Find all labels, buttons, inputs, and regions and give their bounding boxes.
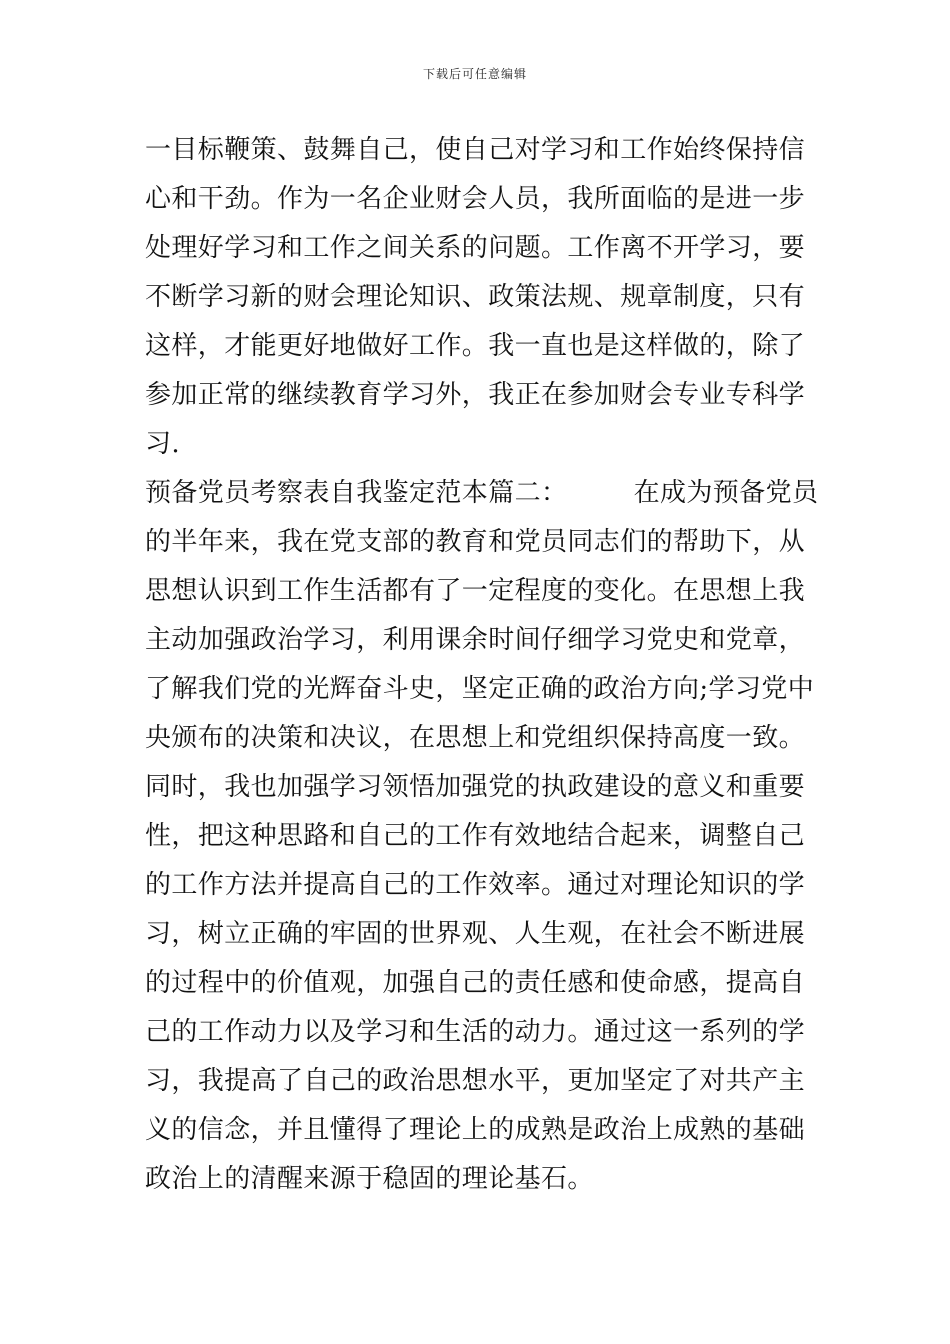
text-line: 习，树立正确的牢固的世界观、人生观，在社会不断进展 [145, 919, 806, 949]
body-text [145, 126, 819, 1204]
text-line: 的工作方法并提高自己的工作效率。通过对理论知识的学 [145, 870, 806, 900]
text-line: 心和干劲。作为一名企业财会人员，我所面临的是进一步 [145, 184, 806, 214]
text-line: 己的工作动力以及学习和生活的动力。通过这一系列的学 [145, 1017, 806, 1047]
text-line: 习. [145, 429, 181, 459]
text-line: 参加正常的继续教育学习外，我正在参加财会专业专科学 [145, 380, 806, 410]
text-line: 这样，才能更好地做好工作。我一直也是这样做的，除了 [145, 331, 806, 361]
text-line: 一目标鞭策、鼓舞自己，使自己对学习和工作始终保持信 [145, 135, 806, 165]
text-line: 政治上的清醒来源于稳固的理论基石。 [145, 1164, 594, 1194]
text-line: 的半年来，我在党支部的教育和党员同志们的帮助下，从 [145, 527, 806, 557]
text-line: 习，我提高了自己的政治思想水平，更加坚定了对共产主 [145, 1066, 806, 1096]
text-line: 主动加强政治学习，利用课余时间仔细学习党史和党章， [145, 625, 806, 655]
text-line: 义的信念，并且懂得了理论上的成熟是政治上成熟的基础 [145, 1115, 806, 1145]
section-heading-line: 预备党员考察表自我鉴定范本篇二： 在成为预备党员 [145, 478, 819, 508]
text-line: 同时，我也加强学习领悟加强党的执政建设的意义和重要 [145, 772, 806, 802]
text-line: 了解我们党的光辉奋斗史，坚定正确的政治方向;学习党中 [145, 674, 815, 704]
text-line: 央颁布的决策和决议，在思想上和党组织保持高度一致。 [145, 723, 806, 753]
text-line: 思想认识到工作生活都有了一定程度的变化。在思想上我 [145, 576, 806, 606]
text-line: 处理好学习和工作之间关系的问题。工作离不开学习，要 [145, 233, 806, 263]
text-line: 性，把这种思路和自己的工作有效地结合起来，调整自己 [145, 821, 806, 851]
page-header: 下载后可任意编辑 [422, 67, 527, 81]
text-line: 的过程中的价值观，加强自己的责任感和使命感，提高自 [145, 968, 806, 998]
text-line: 不断学习新的财会理论知识、政策法规、规章制度，只有 [145, 282, 806, 312]
